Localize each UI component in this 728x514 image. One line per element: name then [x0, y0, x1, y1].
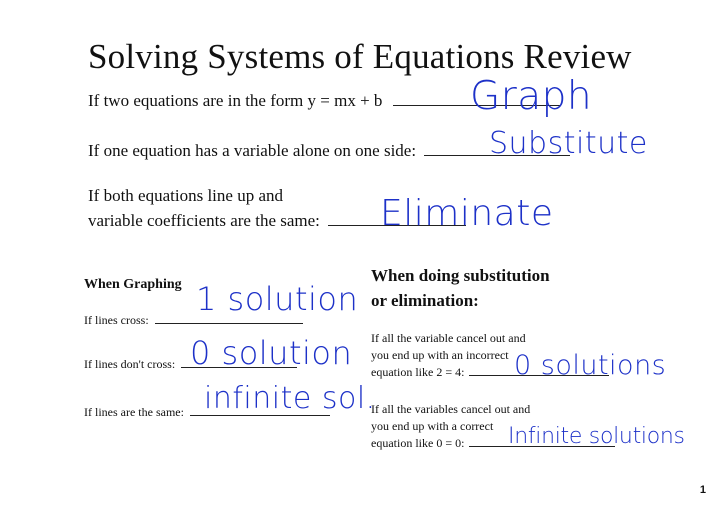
subst-item-incorrect-line2: you end up with an incorrect [371, 348, 509, 362]
graphing-item-text: If lines are the same: [84, 405, 184, 419]
handwritten-answer-0-solution: 0 solution [190, 334, 353, 372]
substitution-heading-line2: or elimination: [371, 291, 479, 310]
handwritten-answer-0-solutions: 0 solutions [514, 350, 667, 381]
rule-eliminate-text: variable coefficients are the same: [88, 211, 320, 230]
rule-graph-text: If two equations are in the form y = mx + b [88, 91, 383, 110]
subst-item-incorrect-line1: If all the variable cancel out and [371, 331, 526, 345]
graphing-heading: When Graphing [84, 277, 182, 292]
rule-eliminate-line1: If both equations line up and [88, 186, 283, 205]
handwritten-answer-infinite-sol: infinite sol. [204, 381, 376, 416]
rule-substitute-text: If one equation has a variable alone on one side: [88, 141, 417, 160]
handwritten-answer-infinite-solutions: Infinite solutions [508, 424, 685, 449]
subst-item-text: equation like 0 = 0: [371, 436, 465, 450]
handwritten-answer-eliminate: Eliminate [380, 193, 554, 234]
handwritten-answer-substitute: Substitute [489, 126, 648, 161]
handwritten-answer-graph: Graph [470, 74, 593, 119]
graphing-item-text: If lines don't cross: [84, 357, 176, 371]
page-number: 1 [699, 484, 706, 496]
substitution-heading-line1: When doing substitution [371, 266, 550, 285]
subst-item-text: equation like 2 = 4: [371, 365, 465, 379]
graphing-item-text: If lines cross: [84, 313, 149, 327]
page-title: Solving Systems of Equations Review [88, 37, 632, 76]
handwritten-answer-1-solution: 1 solution [196, 280, 359, 318]
subst-item-correct-line1: If all the variables cancel out and [371, 402, 531, 416]
subst-item-correct-line2: you end up with a correct [371, 419, 494, 433]
